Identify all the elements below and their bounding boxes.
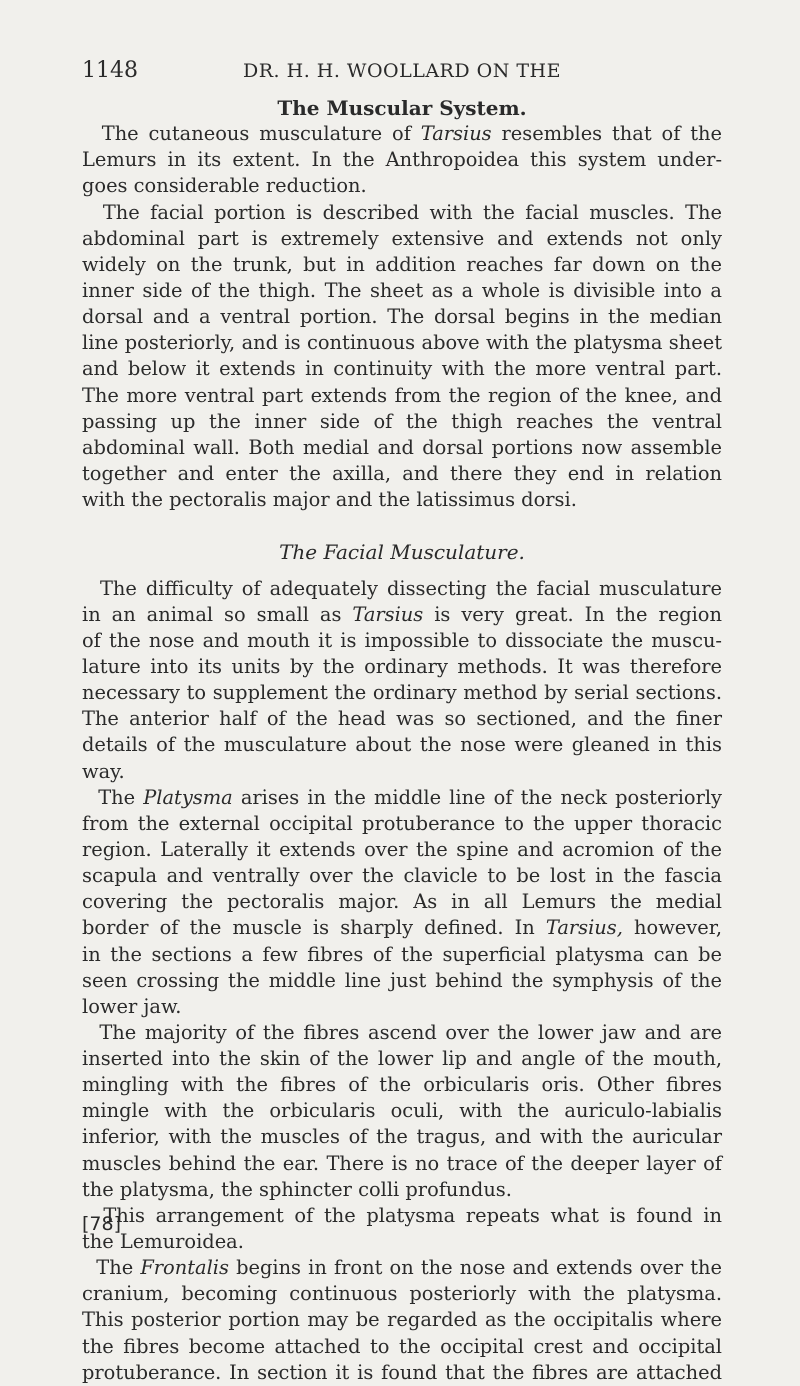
- text-line: This posterior portion may be regarded as the occipitalis where: [82, 1308, 722, 1332]
- text-line: dorsal and a ventral portion. The dorsal begins in the median: [82, 305, 722, 329]
- text-line: lower jaw.: [82, 994, 182, 1018]
- text-line: goes considerable reduction.: [82, 174, 367, 198]
- section-title: The Muscular System.: [277, 96, 527, 120]
- text-line: the fibres become attached to the occipital crest and occipital: [82, 1334, 722, 1358]
- text-line: widely on the trunk, but in addition reaches far down on the: [82, 252, 722, 276]
- text-line: The difficulty of adequately dissecting the facial musculature: [100, 576, 722, 600]
- text-line: with the pectoralis major and the latissimus dorsi.: [82, 488, 577, 512]
- text-line: the platysma, the sphincter colli profundus.: [82, 1177, 512, 1201]
- running-header: [82, 56, 722, 86]
- body-text: [82, 95, 722, 1386]
- text-line: cranium, becoming continuous posteriorly with the platysma.: [82, 1282, 722, 1306]
- paragraph-1: [82, 121, 722, 199]
- footer-page-mark: [78]: [82, 1213, 122, 1235]
- text-line: and below it extends in continuity with the more ventral part.: [82, 357, 722, 381]
- text-line: in the sections a few fibres of the superficial platysma can be: [82, 942, 722, 966]
- text-line: The anterior half of the head was so sectioned, and the finer: [82, 707, 722, 731]
- text-line: This arrangement of the platysma repeats what is found in: [103, 1203, 722, 1227]
- text-line: The cutaneous musculature of Tarsius resembles that of the: [101, 122, 723, 146]
- text-line: The facial portion is described with the facial muscles. The: [102, 200, 722, 224]
- text-line: mingling with the fibres of the orbicularis oris. Other fibres: [82, 1073, 722, 1097]
- text-line: passing up the inner side of the thigh reaches the ventral: [82, 409, 722, 433]
- text-line: muscles behind the ear. There is no trace of the deeper layer of: [82, 1151, 722, 1175]
- text-line: covering the pectoralis major. As in all Lemurs the medial: [82, 890, 722, 914]
- text-line: details of the musculature about the nose were gleaned in this: [82, 733, 722, 757]
- text-line: from the external occipital protuberance to the upper thoracic: [82, 811, 722, 835]
- text-line: region. Laterally it extends over the spine and acromion of the: [82, 837, 722, 861]
- text-line: together and enter the axilla, and there they end in relation: [82, 461, 722, 485]
- text-line: Lemurs in its extent. In the Anthropoidea this system under-: [82, 148, 722, 172]
- text-line: The more ventral part extends from the region of the knee, and: [82, 383, 722, 407]
- text-line: inner side of the thigh. The sheet as a whole is divisible into a: [82, 278, 722, 302]
- paragraph-7: [82, 1255, 722, 1386]
- running-title: DR. H. H. WOOLLARD ON THE: [243, 60, 561, 82]
- text-line: way.: [82, 759, 125, 783]
- text-line: inserted into the skin of the lower lip and angle of the mouth,: [82, 1047, 722, 1071]
- page-number: 1148: [82, 58, 138, 83]
- paragraph-3: [82, 576, 722, 785]
- subsection-title: The Facial Musculature.: [279, 540, 525, 565]
- text-line: The majority of the fibres ascend over the lower jaw and are: [99, 1020, 723, 1044]
- text-line: seen crossing the middle line just behind the symphysis of the: [82, 968, 722, 992]
- text-line: abdominal wall. Both medial and dorsal portions now assemble: [82, 435, 722, 459]
- paragraph-4: [82, 785, 722, 1020]
- text-line: border of the muscle is sharply defined. In Tarsius, however,: [82, 916, 722, 940]
- text-line: inferior, with the muscles of the tragus, and with the auricular: [82, 1125, 722, 1149]
- paragraph-6: [82, 1203, 722, 1255]
- text-line: mingle with the orbicularis oculi, with the auriculo-labialis: [82, 1099, 722, 1123]
- text-line: the Lemuroidea.: [82, 1230, 244, 1254]
- text-line: in an animal so small as Tarsius is very great. In the region: [82, 602, 722, 626]
- text-line: The Platysma arises in the middle line of the neck posteriorly: [98, 785, 723, 809]
- text-line: abdominal part is extremely extensive and extends not only: [82, 226, 722, 250]
- text-line: of the nose and mouth it is impossible to dissociate the muscu-: [82, 628, 722, 652]
- text-line: lature into its units by the ordinary methods. It was therefore: [82, 654, 722, 678]
- text-line: protuberance. In section it is found that the fibres are attached: [82, 1360, 722, 1384]
- paragraph-5: [82, 1020, 722, 1203]
- text-line: line posteriorly, and is continuous above with the platysma sheet: [82, 331, 722, 355]
- text-line: The Frontalis begins in front on the nose and extends over the: [96, 1256, 722, 1280]
- text-line: necessary to supplement the ordinary method by serial sections.: [82, 681, 722, 705]
- paragraph-2: [82, 200, 722, 514]
- text-line: scapula and ventrally over the clavicle to be lost in the fascia: [82, 864, 722, 888]
